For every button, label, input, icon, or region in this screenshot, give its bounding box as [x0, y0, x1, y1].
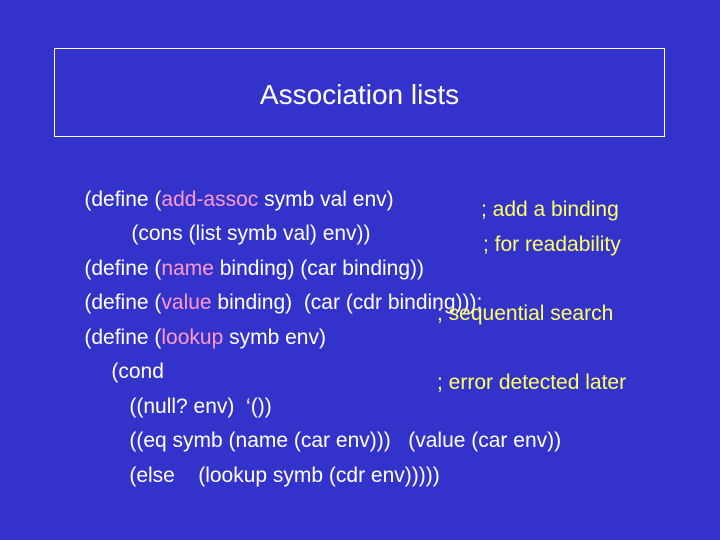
code-line: (define (value binding) (car (cdr binding)));	[84, 291, 483, 314]
code-line: (cons (list symb val) env))	[131, 222, 371, 245]
code-line: (define (lookup symb env)	[84, 326, 326, 349]
code-line: (else (lookup symb (cdr env)))))	[129, 464, 440, 487]
code-comment: ; error detected later	[437, 371, 627, 394]
code-comment: ; add a binding	[481, 198, 619, 221]
code-line: (define (add-assoc symb val env)	[84, 188, 394, 211]
code-comment: ; for readability	[483, 233, 621, 256]
keyword: lookup	[161, 326, 224, 349]
code-comment: ; sequential search	[437, 302, 614, 325]
slide-title: Association lists	[259, 79, 460, 110]
code-line: ((eq symb (name (car env))) (value (car env))	[129, 429, 562, 452]
keyword: name	[161, 257, 214, 280]
code-line: ((null? env) ‘())	[129, 395, 272, 418]
title-box	[54, 48, 665, 137]
keyword: add-assoc	[161, 188, 259, 211]
keyword: value	[161, 291, 212, 314]
code-line: (define (name binding) (car binding))	[84, 257, 425, 280]
code-line: (cond	[111, 360, 164, 383]
